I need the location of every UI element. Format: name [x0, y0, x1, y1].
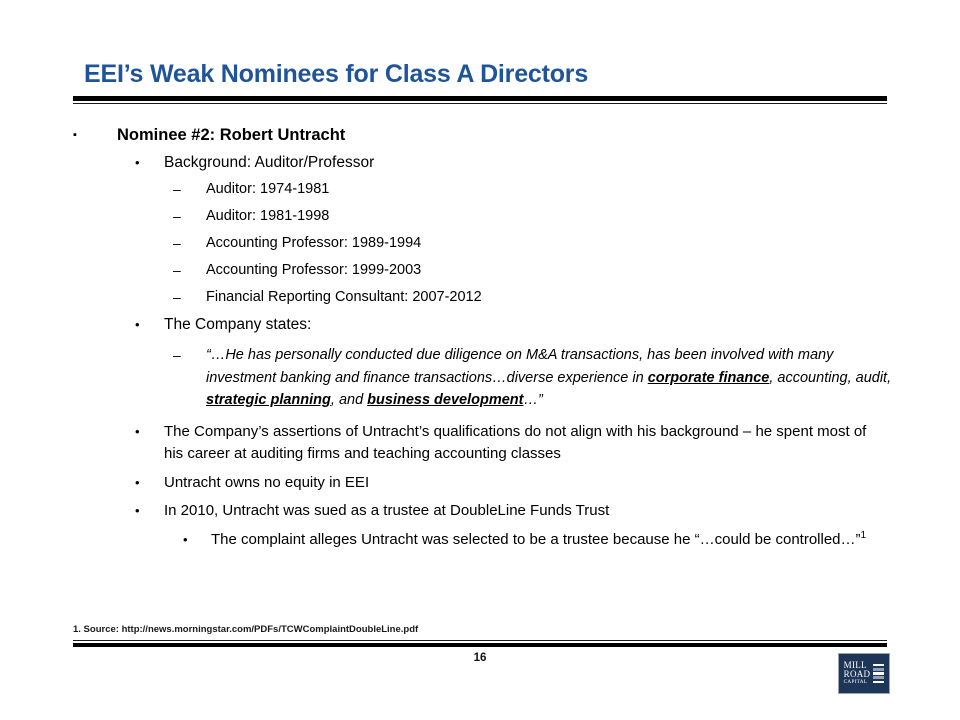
assertions-text: The Company’s assertions of Untracht’s qualifications do not align with his background – he spent most of his career at auditing firms and teaching accounting classes [164, 422, 867, 462]
role-text-1: Auditor: 1981-1998 [206, 208, 330, 224]
bullet-nominee-heading [73, 122, 893, 149]
dash-bullet-icon: – [173, 262, 181, 278]
bullet-role-3 [73, 257, 893, 284]
spacer [73, 412, 893, 421]
role-text-3: Accounting Professor: 1999-2003 [206, 262, 422, 278]
company-quote-text [206, 344, 893, 412]
nominee-heading-text: Nominee #2: Robert Untracht [117, 126, 346, 144]
bullet-company-quote [73, 344, 893, 412]
quote-emphasis-business-development: business development [367, 392, 524, 408]
slide-body [73, 122, 893, 551]
logo-bars-icon [873, 664, 884, 683]
dot-bullet-icon: • [135, 503, 140, 518]
bullet-role-2 [73, 230, 893, 257]
dash-bullet-icon: – [173, 208, 181, 224]
dash-bullet-icon: – [173, 235, 181, 251]
background-label-text: Background: Auditor/Professor [164, 154, 375, 171]
quote-part-2: , accounting, audit, [769, 369, 892, 386]
mill-road-capital-logo [838, 653, 890, 694]
bullet-company-states [73, 311, 893, 338]
logo-line-1: MILL [843, 660, 867, 671]
logo-bar [873, 681, 884, 684]
page-number: 16 [473, 652, 487, 664]
logo-line-3: CAPITAL [843, 679, 868, 686]
logo-wordmark [844, 661, 871, 685]
bullet-assertions [73, 421, 893, 466]
role-text-2: Accounting Professor: 1989-1994 [206, 235, 422, 251]
role-text-4: Financial Reporting Consultant: 2007-2012 [206, 289, 482, 305]
title-divider-thin [73, 103, 887, 104]
footer-divider-thick [73, 643, 887, 647]
dash-bullet-icon: – [173, 347, 181, 363]
dot-bullet-icon: • [183, 531, 188, 547]
footnote-marker: 1 [860, 529, 867, 541]
logo-bar [873, 664, 884, 667]
dot-bullet-icon: • [135, 423, 140, 439]
quote-part-4: …” [523, 392, 543, 408]
quote-part-3: , and [330, 392, 368, 408]
bullet-complaint [73, 529, 893, 552]
logo-bar [873, 668, 884, 671]
square-bullet-icon: ▪ [73, 129, 77, 141]
quote-emphasis-corporate-finance: corporate finance [647, 369, 770, 386]
logo-line-2: ROAD [843, 669, 871, 680]
bullet-role-4 [73, 284, 893, 311]
bullet-role-1 [73, 203, 893, 230]
footnote-source: 1. Source: http://news.morningstar.com/PDFs/TCWComplaintDoubleLine.pdf [73, 624, 419, 635]
equity-text: Untracht owns no equity in EEI [164, 473, 370, 491]
bullet-background [73, 149, 893, 176]
complaint-text: The complaint alleges Untracht was selected to be a trustee because he “…could be controlled…” [211, 530, 861, 548]
page-title: EEI’s Weak Nominees for Class A Directors [84, 60, 589, 88]
dot-bullet-icon: • [135, 155, 140, 170]
dash-bullet-icon: – [173, 181, 181, 197]
role-text-0: Auditor: 1974-1981 [206, 181, 330, 197]
bullet-role-0 [73, 176, 893, 203]
quote-emphasis-strategic-planning: strategic planning [206, 392, 331, 408]
logo-bar [873, 672, 884, 675]
company-states-text: The Company states: [164, 316, 312, 333]
complaint-text-wrapper [211, 529, 871, 552]
footer-divider-thin [73, 640, 887, 641]
dot-bullet-icon: • [135, 474, 140, 490]
quote-part-1: “…He has personally conducted due diligence on M&A transactions, has been involved with many investment banking and finance transactions…diverse experience in [206, 347, 834, 386]
bullet-equity [73, 472, 893, 495]
dash-bullet-icon: – [173, 289, 181, 305]
lawsuit-text: In 2010, Untracht was sued as a trustee at DoubleLine Funds Trust [164, 502, 610, 519]
dot-bullet-icon: • [135, 317, 140, 332]
title-divider-thick [73, 96, 887, 101]
logo-bar [873, 676, 884, 679]
bullet-lawsuit [73, 500, 893, 523]
